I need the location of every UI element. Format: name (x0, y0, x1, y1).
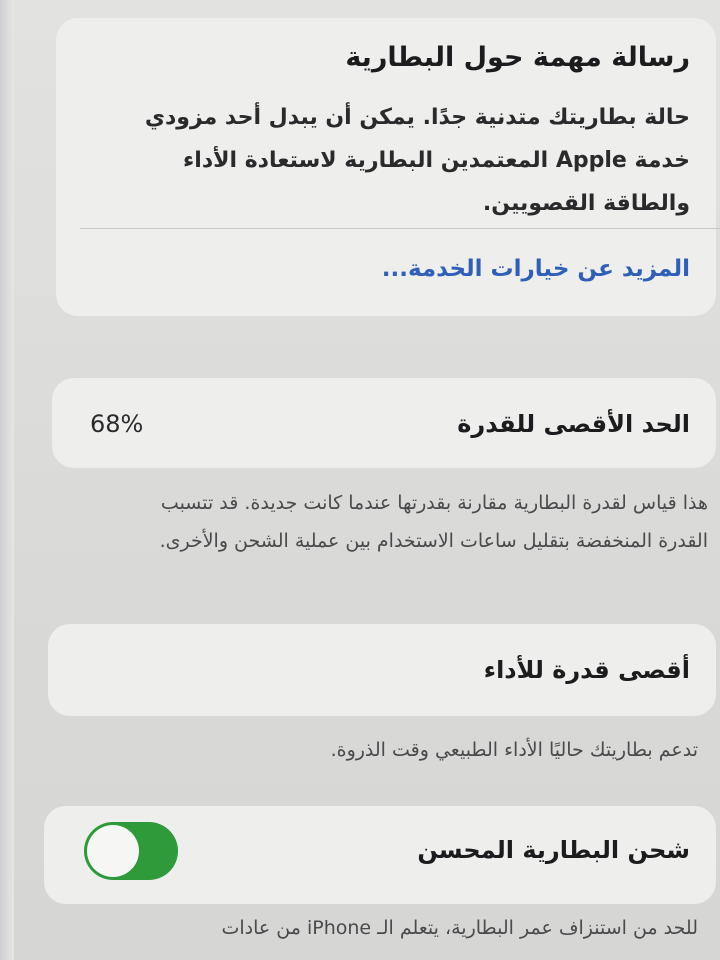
maximum-capacity-value: 68% (90, 410, 144, 438)
optimized-charging-toggle[interactable] (84, 822, 178, 880)
peak-performance-description: تدعم بطاريتك حاليًا الأداء الطبيعي وقت الذروة. (330, 739, 698, 761)
important-message-title: رسالة مهمة حول البطارية (345, 42, 690, 73)
maximum-capacity-label: الحد الأقصى للقدرة (457, 410, 690, 438)
important-message-body: حالة بطاريتك متدنية جدًا. يمكن أن يبدل أحد مزودي خدمة Apple المعتمدين البطارية لاستعادة الأداء والطاقة القصويين. (144, 105, 690, 216)
screen-edge (0, 0, 14, 960)
optimized-charging-label: شحن البطارية المحسن (417, 836, 690, 864)
peak-performance-label: أقصى قدرة للأداء (483, 656, 690, 684)
toggle-knob (87, 825, 139, 877)
optimized-charging-description: للحد من استنزاف عمر البطارية، يتعلم الـ iPhone من عادات (221, 917, 698, 939)
service-options-link[interactable]: المزيد عن خيارات الخدمة... (381, 256, 690, 282)
message-divider (80, 228, 720, 229)
maximum-capacity-description: هذا قياس لقدرة البطارية مقارنة بقدرتها عندما كانت جديدة. قد تتسبب القدرة المنخفضة بتقليل ساعات الاستخدام بين عملية الشحن والأخرى. (159, 492, 708, 552)
